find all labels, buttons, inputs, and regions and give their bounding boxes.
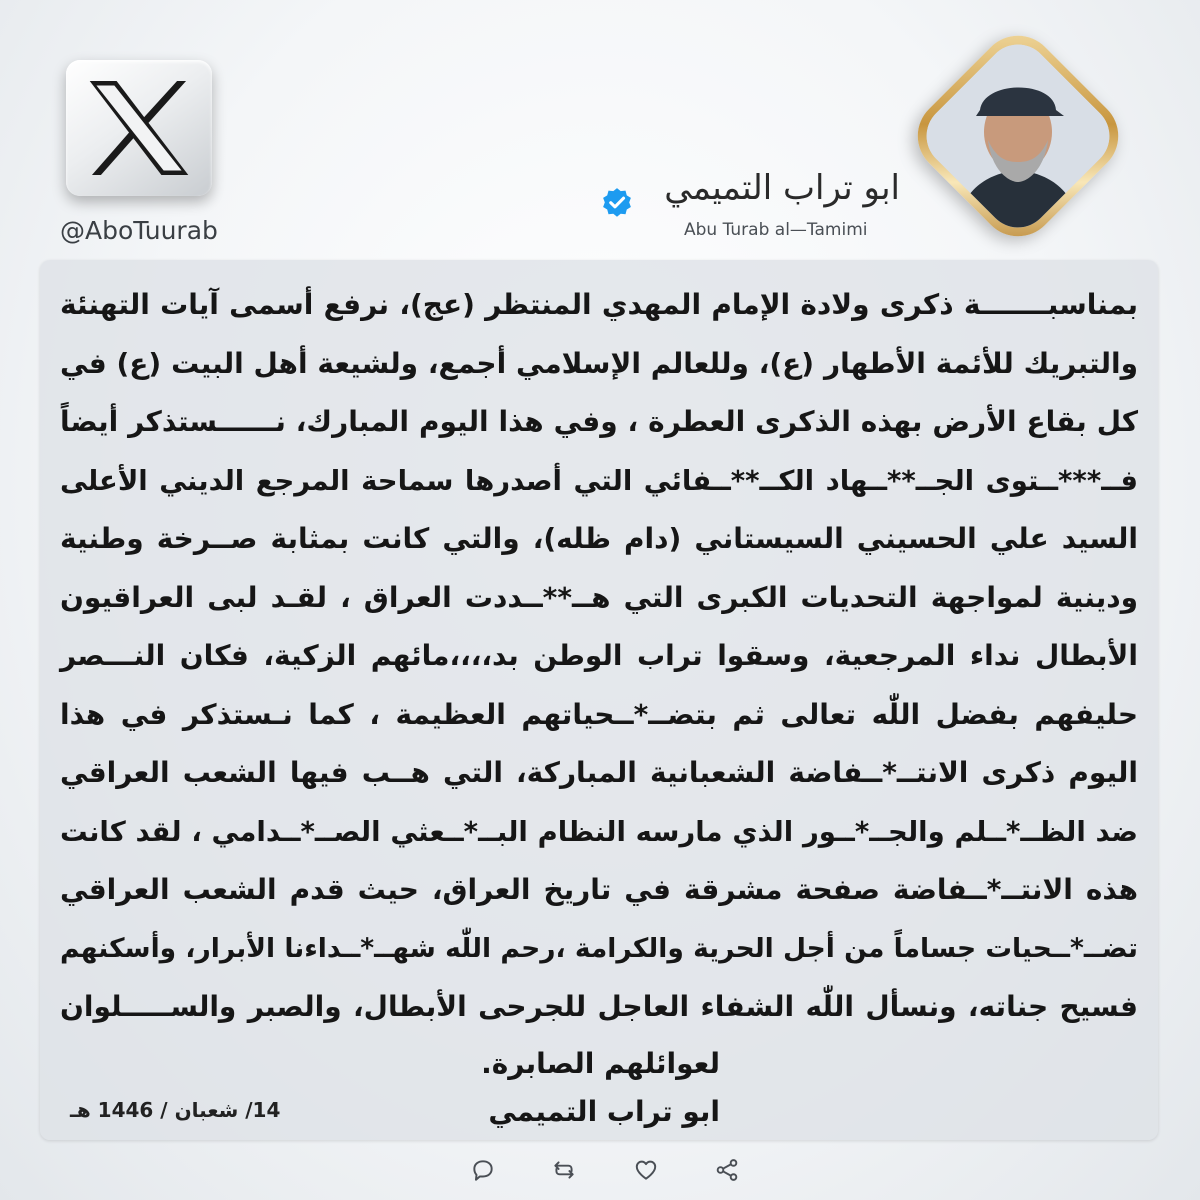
closing-line: لعوائلهم الصابرة. xyxy=(481,1047,720,1080)
profile-name-arabic[interactable]: ابو تراب التميمي xyxy=(664,168,900,208)
like-icon[interactable] xyxy=(633,1157,659,1183)
profile-handle[interactable]: @AboTuurab xyxy=(60,216,218,245)
share-icon[interactable] xyxy=(714,1157,740,1183)
post-line: اليوم ذكرى الانتــ*ــفاضة الشعبانية المباركة، التي هــب فيها الشعب العراقي xyxy=(60,756,1138,789)
post-actions xyxy=(470,1154,740,1186)
post-line: ودينية لمواجهة التحديات الكبرى التي هــ**ــددت العراق ، لقـد لبى العراقيون xyxy=(60,580,1138,614)
post-line: والتبريك للأئمة الأطهار (ع)، وللعالم الإسلامي أجمع، ولشيعة أهل البيت (ع) في xyxy=(60,346,1138,380)
avatar-frame xyxy=(902,20,1134,252)
verified-badge-icon xyxy=(600,186,634,220)
post-line: هذه الانتــ*ــفاضة صفحة مشرقة في تاريخ العراق، حيث قدم الشعب العراقي xyxy=(60,873,1138,906)
post-line: ضد الظــ*ــلم والجــ*ــور الذي مارسه النظام البــ*ــعثي الصــ*ــدامي ، لقد كانت xyxy=(60,815,1138,848)
post-line: كل بقاع الأرض بهذه الذكرى العطرة ، وفي هذا اليوم المبارك، نــــــستذكر أيضاً xyxy=(60,405,1138,438)
post-line: السيد علي الحسيني السيستاني (دام ظله)، والتي كانت بمثابة صــرخة وطنية xyxy=(60,522,1138,555)
avatar[interactable] xyxy=(906,46,1166,226)
x-logo-icon xyxy=(66,60,212,196)
post-line: فسيح جناته، ونسأل اللّٰه الشفاء العاجل للجرحى الأبطال، والصبر والســـــلوان xyxy=(60,990,1138,1023)
post-body xyxy=(60,276,1138,1037)
avatar-photo xyxy=(914,32,1122,240)
signature: ابو تراب التميمي xyxy=(488,1095,720,1128)
post-line: فــ***ــتوى الجــ**ــهاد الكــ**ــفائي التي أصدرها سماحة المرجع الديني الأعلى xyxy=(60,464,1138,497)
post-line: بمناسبـــــــة ذكرى ولادة الإمام المهدي المنتظر (عج)، نرفع أسمى آيات التهنئة xyxy=(60,288,1138,321)
post-closing xyxy=(470,1040,720,1136)
post-line: حليفهم بفضل اللّٰه تعالى ثم بتضــ*ــحياتهم العظيمة ، كما نـستذكر في هذا xyxy=(60,697,1138,731)
post-line: تضــ*ــحيات جساماً من أجل الحرية والكرامة ،رحم اللّٰه شهــ*ــداءنا الأبرار، وأسكنهم xyxy=(60,932,1138,964)
post-line: الأبطال نداء المرجعية، وسقوا تراب الوطن بد،،،،مائهم الزكية، فكان النـــصر xyxy=(60,639,1138,672)
repost-icon[interactable] xyxy=(551,1157,577,1183)
profile-name-english: Abu Turab al—Tamimi xyxy=(684,220,868,240)
post-date: 14/ شعبان / 1446 هـ xyxy=(70,1098,281,1122)
reply-icon[interactable] xyxy=(470,1157,496,1183)
